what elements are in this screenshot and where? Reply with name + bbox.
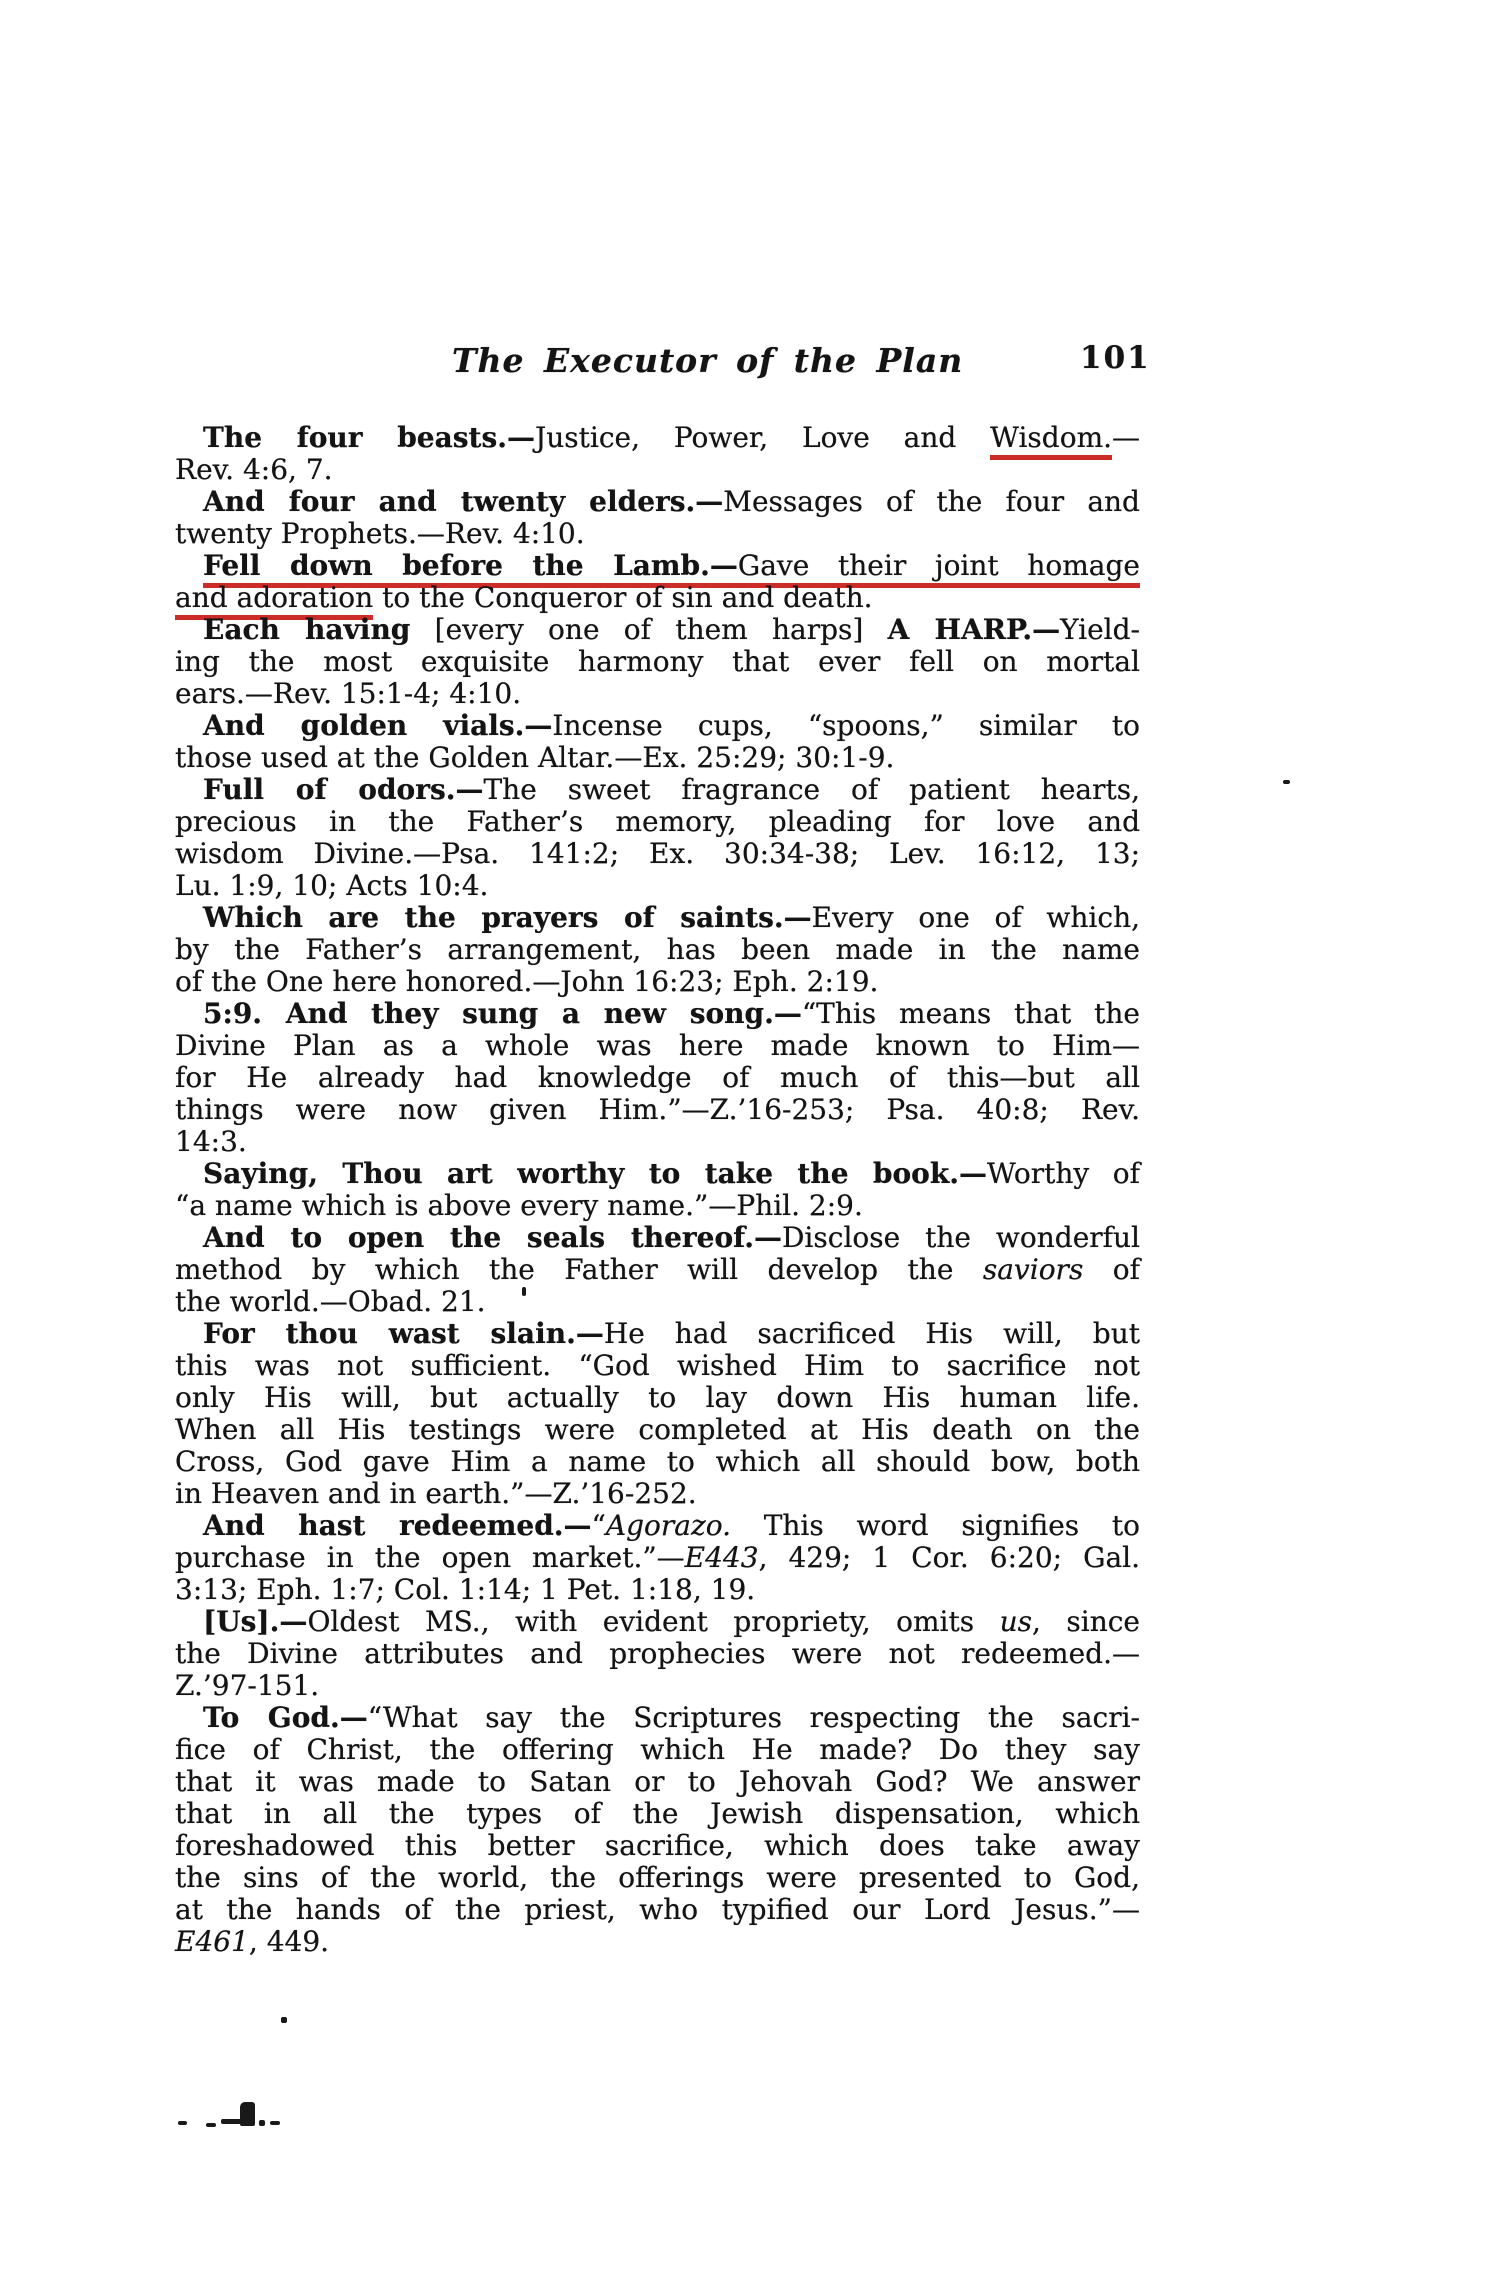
text-line [175,1510,1140,1542]
text-segment: in Heaven and in earth.”—Z.’16-252. [175,1477,697,1510]
text-segment: Cross, God gave Him a name to which all should bow, both [175,1445,1140,1478]
text-segment: , since [1032,1605,1140,1638]
page-text [175,422,1140,1958]
text-segment: He had sacrificed His will, but [603,1317,1140,1350]
text-segment: foreshadowed this better sacrifice, which does take away [175,1829,1140,1862]
text-segment: Each having [203,613,411,646]
text-line [175,1542,1140,1574]
text-line [175,1382,1140,1414]
text-segment: 14:3. [175,1125,247,1158]
text-line [175,774,1140,806]
text-segment: “a name which is above every name.”—Phil. 2:9. [175,1189,863,1222]
text-line [175,646,1140,678]
red-underline-annotation: Gave their joint homage [738,549,1140,588]
text-line [175,678,1140,710]
text-segment: And golden vials.— [203,709,553,742]
text-line [175,1734,1140,1766]
text-segment: Messages of the four and [723,485,1140,518]
text-segment: [every one of them harps] [410,613,888,646]
text-segment: that it was made to Satan or to Jehovah God? We answer [175,1765,1140,1798]
ink-smudge [240,2102,255,2126]
text-segment: for He already had knowledge of much of this—but all [175,1061,1140,1094]
text-line [175,1574,1140,1606]
text-segment: , 429; 1 Cor. 6:20; Gal. [758,1541,1141,1574]
text-segment: “This means that the [801,997,1141,1030]
text-segment: And four and twenty elders.— [203,485,724,518]
text-segment: fice of Christ, the offering which He made? Do they say [175,1733,1140,1766]
text-line [175,1446,1140,1478]
red-underline-annotation: Fell down before the Lamb.— [203,549,738,588]
text-line [175,1318,1140,1350]
text-segment: saviors [982,1253,1084,1286]
text-line [175,1926,1140,1958]
text-segment: This word signifies to [730,1509,1140,1542]
text-line [175,486,1140,518]
ink-dot [1283,780,1290,784]
text-segment: things were now given Him.”—Z.’16-253; Psa. 40:8; Rev. [175,1093,1140,1126]
text-segment: And to open the seals thereof.— [203,1221,782,1254]
text-line [175,998,1140,1030]
text-line [175,1030,1140,1062]
text-segment: Every one of which, [811,901,1141,934]
text-segment: by the Father’s arrangement, has been made in the name [175,933,1140,966]
text-segment: purchase in the open market.”— [175,1541,685,1574]
ink-dot [522,1287,526,1296]
ink-dot [259,2120,265,2126]
text-segment: [Us].— [203,1605,308,1638]
text-segment: Rev. 4:6, 7. [175,453,333,486]
text-line [175,1254,1140,1286]
text-line [175,1894,1140,1926]
text-segment: Oldest MS., with evident propriety, omits [307,1605,1000,1638]
text-segment: — [1112,421,1141,454]
text-segment: of the One here honored.—John 16:23; Eph. 2:19. [175,965,879,998]
page-number: 101 [1080,340,1151,376]
text-segment: Incense cups, “spoons,” similar to [552,709,1140,742]
text-segment: Divine Plan as a whole was here made known to Him— [175,1029,1140,1062]
text-segment: the world.—Obad. 21. [175,1285,486,1318]
text-line [175,1670,1140,1702]
ink-dot [178,2121,187,2125]
text-segment: To God.— [203,1701,368,1734]
text-line [175,1062,1140,1094]
text-line [175,1638,1140,1670]
text-line [175,710,1140,742]
text-segment: The four beasts.— [203,421,535,454]
text-segment: Which are the prayers of saints.— [203,901,812,934]
text-line [175,1702,1140,1734]
text-segment: , 449. [248,1925,330,1958]
text-segment: Saying, Thou art worthy to take the book.— [203,1157,987,1190]
red-underline-annotation: and adoration [175,581,373,620]
text-segment: that in all the types of the Jewish dispensation, which [175,1797,1140,1830]
text-line [175,806,1140,838]
text-segment: E461 [175,1925,249,1958]
text-segment: ears.—Rev. 15:1-4; 4:10. [175,677,522,710]
text-line [175,1862,1140,1894]
text-segment: the sins of the world, the offerings were presented to God, [175,1861,1140,1894]
text-line [175,1478,1140,1510]
text-line [175,1286,1140,1318]
text-segment: Justice, Power, Love and [534,421,991,454]
text-line [175,1606,1140,1638]
text-segment: Z.’97-151. [175,1669,320,1702]
ink-dot [281,2017,287,2023]
text-segment: The sweet fragrance of patient hearts, [483,773,1140,806]
red-underline-annotation: Wisdom. [990,421,1112,460]
text-line [175,1094,1140,1126]
text-line [175,838,1140,870]
text-segment: twenty Prophets.—Rev. 4:10. [175,517,585,550]
text-segment: Disclose the wonderful [781,1221,1141,1254]
text-segment: When all His testings were completed at His death on the [175,1413,1140,1446]
text-segment: For thou wast slain.— [203,1317,604,1350]
text-line [175,1766,1140,1798]
text-line [175,518,1140,550]
text-line [175,614,1140,646]
text-segment: at the hands of the priest, who typified our Lord Jesus.”— [175,1893,1140,1926]
text-segment: wisdom Divine.—Psa. 141:2; Ex. 30:34-38; Lev. 16:12, 13; [175,837,1140,870]
text-line [175,870,1140,902]
text-line [175,742,1140,774]
text-segment: us [999,1605,1032,1638]
text-line [175,422,1140,454]
text-segment: Lu. 1:9, 10; Acts 10:4. [175,869,489,902]
text-line [175,1350,1140,1382]
ink-dot [206,2123,216,2127]
text-line [175,1126,1140,1158]
text-segment: those used at the Golden Altar.—Ex. 25:29; 30:1-9. [175,741,895,774]
text-segment: A HARP.— [887,613,1061,646]
text-segment: this was not sufficient. “God wished Him to sacrifice not [175,1349,1140,1382]
text-segment: the Divine attributes and prophecies were not redeemed.— [175,1637,1140,1670]
text-segment: “What say the Scriptures respecting the sacri- [367,1701,1140,1734]
text-segment: only His will, but actually to lay down His human life. [175,1381,1140,1414]
text-segment: E443 [684,1541,759,1574]
text-segment: of [1083,1253,1140,1286]
text-line [175,550,1140,582]
text-segment: precious in the Father’s memory, pleading for love and [175,805,1140,838]
text-segment: Yield- [1060,613,1140,646]
text-line [175,1190,1140,1222]
text-line [175,902,1140,934]
text-line [175,1414,1140,1446]
text-line [175,1222,1140,1254]
text-line [175,966,1140,998]
text-line [175,1798,1140,1830]
text-segment: Worthy of [987,1157,1140,1190]
text-segment: to the Conqueror of sin and death. [373,581,873,614]
text-segment: 5:9. And they sung a new song.— [203,997,802,1030]
text-segment: And hast redeemed.— [203,1509,592,1542]
text-segment: ing the most exquisite harmony that ever fell on mortal [175,645,1140,678]
text-segment: Full of odors.— [203,773,484,806]
running-head-title: The Executor of the Plan [452,341,964,380]
text-line [175,934,1140,966]
text-segment: method by which the Father will develop the [175,1253,983,1286]
text-line [175,1158,1140,1190]
text-segment: 3:13; Eph. 1:7; Col. 1:14; 1 Pet. 1:18, 19. [175,1573,756,1606]
text-segment: “ [591,1509,606,1542]
text-line [175,1830,1140,1862]
ink-dot [270,2121,280,2125]
text-segment: Agorazo. [605,1509,731,1542]
